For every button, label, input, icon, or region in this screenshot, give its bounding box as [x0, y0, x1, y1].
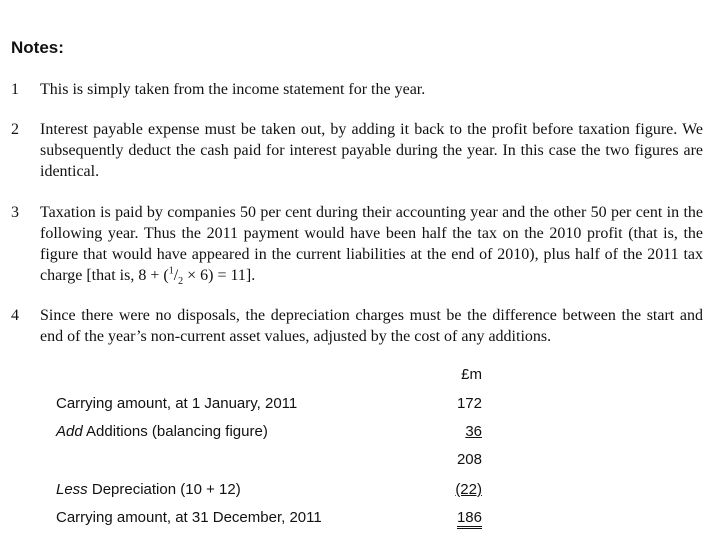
- table-row-label: [56, 481, 241, 498]
- table-row-label: Carrying amount, at 31 December, 2011: [56, 509, 322, 526]
- label-rest: Additions (balancing figure): [82, 423, 268, 440]
- table-row-value: 172: [456, 395, 482, 412]
- note-text: Since there were no disposals, the depreciation charges must be the difference between the start and end of the year’s non-current asset values, adjusted by the cost of any additions.: [40, 307, 703, 345]
- note-number: 4: [11, 307, 19, 324]
- value-underlined: (22): [455, 481, 482, 498]
- note-text: Interest payable expense must be taken out, by adding it back to the profit before taxation figure. We subsequently deduct the cash paid for interest payable during the year. In this case the two figures are identical.: [40, 121, 703, 180]
- note-text-part: Taxation is paid by companies 50 per cent during their accounting year and the other 50 per cent in the following year. Thus the 2011 payment would have been half the tax on the 2010 profit (that is, the figure that would have appeared in the current liabilities at the end of 2010), plus half of the 2011 tax charge [that is, 8 + (: [40, 204, 703, 284]
- table-row-value: 208: [456, 451, 482, 468]
- note-number: 2: [11, 121, 19, 138]
- label-rest: Depreciation (10 + 12): [87, 481, 241, 498]
- less-label: Less: [56, 481, 88, 498]
- table-row-label: [56, 423, 268, 440]
- column-header: £m: [461, 366, 482, 383]
- fraction-numerator: 1: [168, 265, 174, 277]
- fraction-denominator: 2: [178, 276, 184, 288]
- fraction-slash: /: [173, 267, 179, 284]
- add-label: Add: [56, 423, 83, 440]
- note-number: 1: [11, 81, 19, 98]
- table-row-value: [430, 481, 482, 498]
- table-row-label: Carrying amount, at 1 January, 2011: [56, 395, 298, 412]
- note-text-part: × 6) = 11].: [183, 267, 256, 284]
- table-row-value: [430, 423, 482, 440]
- note-text: This is simply taken from the income statement for the year.: [40, 81, 426, 98]
- value-double-underlined: 186: [457, 509, 482, 529]
- value-underlined: 36: [465, 423, 482, 440]
- note-text: [40, 202, 703, 286]
- note-number: 3: [11, 204, 19, 221]
- table-row-value: [430, 509, 482, 526]
- notes-heading: Notes:: [11, 38, 64, 57]
